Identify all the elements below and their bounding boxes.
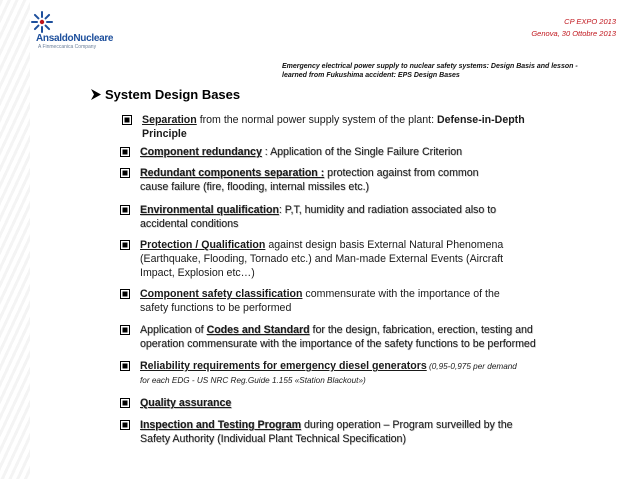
slide-subtitle	[282, 62, 622, 80]
item-text: Application of	[140, 324, 207, 336]
logo-wordmark: AnsaldoNucleare	[36, 33, 114, 44]
list-item	[120, 166, 590, 194]
item-term: Inspection and Testing Program	[140, 419, 302, 431]
item-text: against design basis External Natural Phenomena	[265, 239, 504, 251]
checkbox-bullet-icon	[120, 398, 130, 408]
checkbox-bullet-icon	[120, 325, 130, 335]
item-term: Environmental qualification	[140, 204, 279, 216]
item-text-cont: (Earthquake, Flooding, Tornado etc.) and Man-made External Events (Aircraft	[140, 253, 504, 265]
item-term: Codes and Standard	[206, 324, 310, 336]
checkbox-bullet-icon	[120, 240, 130, 250]
item-text-cont: for each EDG - US NRC Reg.Guide 1.155 «Station Blackout»)	[140, 376, 366, 385]
item-text: : P,T, humidity and radiation associated also to	[278, 204, 497, 216]
checkbox-bullet-icon	[120, 420, 130, 430]
item-term: Quality assurance	[140, 397, 232, 409]
list-item	[120, 396, 590, 410]
item-text: from the normal power supply system of the plant:	[196, 114, 437, 126]
checkbox-bullet-icon	[120, 361, 130, 371]
event-location-date: Genova, 30 Ottobre 2013	[531, 29, 616, 38]
checkbox-bullet-icon	[120, 289, 130, 299]
list-item	[120, 359, 590, 388]
checkbox-bullet-icon	[120, 205, 130, 215]
checkbox-bullet-icon	[120, 147, 130, 157]
item-term: Reliability requirements for emergency diesel generators	[140, 360, 427, 372]
item-text-cont: Safety Authority (Individual Plant Technical Specification)	[140, 433, 406, 445]
list-item	[120, 323, 590, 351]
item-text: during operation – Program surveilled by the	[301, 419, 513, 431]
section-title: System Design Bases	[105, 87, 241, 102]
company-logo	[22, 10, 142, 56]
logo-tagline: A Finmeccanica Company	[38, 44, 97, 50]
item-text: : Application of the Single Failure Criterion	[261, 146, 463, 158]
item-term: Component safety classification	[140, 288, 303, 300]
item-term: Redundant components separation :	[140, 167, 325, 179]
checkbox-bullet-icon	[120, 168, 130, 178]
item-emphasis: Defense-in-Depth	[436, 114, 525, 126]
event-info	[531, 16, 616, 40]
subtitle-line-1: Emergency electrical power supply to nuclear safety systems: Design Basis and lesson -	[282, 63, 578, 70]
atom-logo-icon	[30, 10, 54, 34]
item-text: (0,95-0,975 per demand	[426, 362, 517, 371]
checkbox-bullet-icon	[122, 115, 132, 125]
list-item	[120, 145, 590, 159]
section-heading	[91, 87, 240, 102]
event-name: CP EXPO 2013	[564, 17, 616, 26]
decorative-stripes	[0, 0, 30, 479]
list-item	[120, 203, 590, 231]
item-text: protection against from common	[324, 167, 479, 179]
list-item	[120, 287, 590, 315]
item-text: commensurate with the importance of the	[302, 288, 500, 300]
arrow-icon	[91, 89, 105, 102]
item-term: Component redundancy	[140, 146, 262, 158]
item-text-cont: cause failure (fire, flooding, internal missiles etc.)	[140, 181, 370, 193]
item-text-cont: accidental conditions	[140, 218, 239, 230]
item-text-cont: operation commensurate with the importance of the safety functions to be performed	[140, 338, 536, 350]
list-item	[122, 113, 592, 141]
subtitle-line-2: learned from Fukushima accident: EPS Design Bases	[282, 72, 460, 79]
item-text-cont: safety functions to be performed	[140, 302, 292, 314]
list-item	[120, 238, 590, 280]
item-text-cont-2: Impact, Explosion etc…)	[140, 267, 255, 279]
item-term: Protection / Qualification	[140, 239, 266, 251]
item-text-2: for the design, fabrication, erection, testing and	[309, 324, 533, 336]
list-item	[120, 418, 590, 446]
item-text-cont: Principle	[142, 128, 187, 140]
item-term: Separation	[142, 114, 197, 126]
